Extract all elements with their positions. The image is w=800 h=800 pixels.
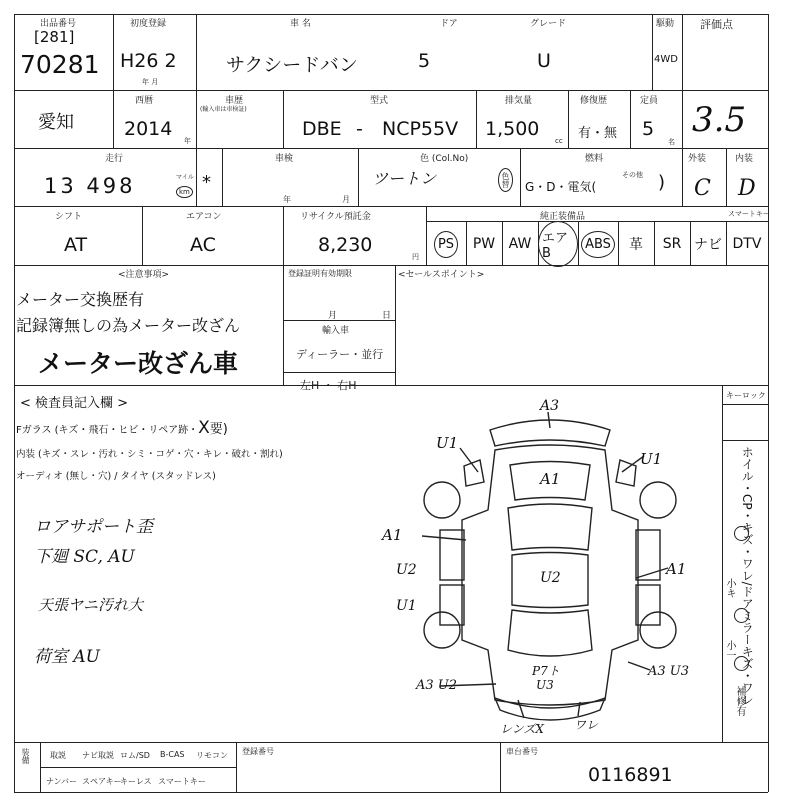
note-big: メーター改ざん車 xyxy=(38,349,239,378)
wheel-rr xyxy=(640,612,676,648)
door-right-front xyxy=(636,530,660,580)
bottom-item: B-CAS xyxy=(160,750,185,759)
capacity-unit: 名 xyxy=(668,138,675,146)
divider xyxy=(652,14,653,90)
year-unit: 年 xyxy=(184,137,191,145)
fuel-close: ) xyxy=(658,172,666,193)
region-value: 愛知 xyxy=(38,112,74,133)
type-prefix: DBE xyxy=(302,118,342,140)
type-model: NCP55V xyxy=(382,118,459,140)
bottom-item: リモコン xyxy=(196,751,228,760)
side-small1: 小キ xyxy=(724,578,735,598)
divider xyxy=(722,404,768,405)
wheel-fl xyxy=(424,482,460,518)
first-reg-label: 初度登録 xyxy=(130,19,167,29)
rear-glass-shape xyxy=(508,610,592,656)
equipment-label: SR xyxy=(662,236,682,252)
divider xyxy=(283,372,395,373)
exterior-label: 外装 xyxy=(688,154,707,164)
frame-top xyxy=(14,14,768,15)
bottom-left-label: 装備 xyxy=(21,748,30,764)
divider xyxy=(40,767,236,768)
mark-a1-left: A1 xyxy=(382,526,403,544)
side-vertical-text: ホイル・CP・キズ・ワレ/ドアミラーキズ・ワレ xyxy=(740,446,755,706)
row1-bottom xyxy=(14,90,768,91)
mark-u3: U3 xyxy=(536,678,554,692)
displacement-unit: cc xyxy=(555,137,563,145)
divider xyxy=(283,320,395,321)
equipment-item xyxy=(538,227,578,261)
equipment-item xyxy=(726,227,768,261)
divider xyxy=(722,385,723,742)
equipment-label: ABS xyxy=(581,231,615,258)
mileage-unit: マイル xyxy=(176,174,194,181)
mark-a1-right: A1 xyxy=(666,560,687,578)
divider xyxy=(196,148,197,206)
inspection-year: 年 xyxy=(283,195,291,204)
bottom-item: ナンバー xyxy=(46,777,78,786)
divider xyxy=(283,265,284,385)
bottom-item: スペアキー xyxy=(82,777,122,786)
capacity-value: 5 xyxy=(642,118,655,140)
divider xyxy=(682,14,683,90)
chassis-label: 車台番号 xyxy=(506,747,538,756)
drive-value: 4WD xyxy=(654,54,678,65)
interior-label: 内装 xyxy=(735,154,754,164)
type-sep: - xyxy=(356,118,363,140)
bottom-top xyxy=(14,742,768,743)
divider xyxy=(538,221,539,265)
bottom-item: ロム/SD xyxy=(120,751,150,760)
car-name-value: サクシードバン xyxy=(226,54,358,76)
divider xyxy=(568,90,569,148)
door-right-rear xyxy=(636,585,660,625)
divider xyxy=(196,14,197,90)
equipment-label: AW xyxy=(508,236,532,252)
glass-line-text: Fガラス (キズ・飛石・ヒビ・リペア跡・ xyxy=(16,425,199,436)
mark-a1-hood: A1 xyxy=(540,470,561,488)
hw-note-4: 荷室 AU xyxy=(34,647,101,667)
divider xyxy=(466,221,467,265)
divider xyxy=(726,148,727,206)
bracket-number: [281] xyxy=(34,28,75,46)
hw-note-2: 下廻 SC, AU xyxy=(34,547,135,567)
score-label: 評価点 xyxy=(700,18,733,31)
mirror-left xyxy=(464,460,484,486)
inspector-title: < 検査員記入欄 > xyxy=(20,396,129,411)
keyless-label: スマートキー xyxy=(728,210,770,218)
shift-value: AT xyxy=(64,234,88,256)
mark-crack: ワレ xyxy=(574,718,599,732)
side-circle-1 xyxy=(734,526,749,541)
mileage-unit-km: km xyxy=(176,186,193,198)
side-repair: 補修有 xyxy=(734,686,745,716)
recycle-unit: 円 xyxy=(412,253,419,261)
repair-label: 修復歴 xyxy=(580,96,608,106)
hw-note-1: ロアサポート歪 xyxy=(34,517,153,537)
mark-a3u2: A3 U2 xyxy=(416,678,458,693)
mark-u1-right: U1 xyxy=(640,450,663,468)
displacement-value: 1,500 xyxy=(485,118,540,140)
divider xyxy=(426,221,768,222)
glass-line xyxy=(16,418,228,438)
wheel-fr xyxy=(640,482,676,518)
type-label: 型式 xyxy=(370,96,389,106)
notes-bottom xyxy=(14,385,768,386)
wheel-rl xyxy=(424,612,460,648)
equipment-item xyxy=(690,227,726,261)
equipment-label: PS xyxy=(434,231,458,258)
bottom-item: キーレス xyxy=(120,777,152,786)
divider xyxy=(682,90,683,148)
reg-number-label: 登録番号 xyxy=(242,747,274,756)
color-label: 色 (Col.No) xyxy=(420,154,469,164)
divider xyxy=(630,90,631,148)
history-label: 車歴 xyxy=(225,96,244,106)
divider xyxy=(500,742,501,792)
mark-a3u3: A3 U3 xyxy=(648,664,690,679)
note-line1: メーター交換歴有 xyxy=(16,290,145,309)
equipment-item xyxy=(466,227,502,261)
frame-right xyxy=(768,14,769,792)
equipment-label: ナビ xyxy=(694,237,722,253)
import-label: 輸入車 xyxy=(322,326,350,336)
divider xyxy=(142,206,143,265)
side-small2: 小一 xyxy=(724,640,735,660)
divider xyxy=(236,742,237,792)
equipment-item xyxy=(426,227,466,261)
chassis-number: 0116891 xyxy=(588,764,673,786)
fuel-other-label: その他 xyxy=(622,171,643,179)
handle-value: 左H ・ 右H xyxy=(300,379,357,392)
drive-label: 駆動 xyxy=(656,19,675,29)
exterior-value: C xyxy=(694,176,711,201)
divider xyxy=(520,148,521,206)
door-left-rear xyxy=(440,585,464,625)
caution-label: <注意事項> xyxy=(118,270,170,280)
color-value: ツートン xyxy=(372,169,437,188)
doors-value: 5 xyxy=(418,50,431,72)
grade-value: U xyxy=(537,50,551,72)
capacity-label: 定員 xyxy=(640,96,659,106)
keylock-label: キーロック xyxy=(726,391,766,400)
mark-p7: P7ト xyxy=(532,664,560,678)
divider xyxy=(476,90,477,148)
sales-point-label: <セールスポイント> xyxy=(398,270,485,280)
model-year-value: 2014 xyxy=(124,118,173,140)
divider xyxy=(222,148,223,206)
frame-left xyxy=(14,14,15,792)
side-circle-3 xyxy=(734,656,749,671)
import-value: ディーラー・並行 xyxy=(296,348,384,361)
divider xyxy=(682,148,683,206)
reg-month: 月 xyxy=(328,311,338,321)
mileage-star: * xyxy=(202,172,211,193)
windshield-shape xyxy=(508,504,592,550)
equipment-label: エアB xyxy=(538,221,578,267)
divider xyxy=(283,206,284,265)
divider xyxy=(196,90,197,148)
equipment-label: PW xyxy=(472,236,496,252)
mark-u2-roof: U2 xyxy=(540,570,561,586)
inspection-month: 月 xyxy=(342,195,350,204)
divider xyxy=(690,221,691,265)
divider xyxy=(578,221,579,265)
history-sub: (輸入車は車検証) xyxy=(200,106,247,113)
divider xyxy=(722,440,768,441)
door-label: ドア xyxy=(440,19,458,29)
reg-plan-label: 登録証明有効期限 xyxy=(288,269,352,278)
equipment-item xyxy=(618,227,654,261)
row3-bottom xyxy=(14,206,768,207)
lot-label: 出品番号 xyxy=(40,19,77,29)
divider xyxy=(726,221,727,265)
interior-value: D xyxy=(738,176,756,201)
equipment-item xyxy=(654,227,690,261)
bottom-item: スマートキー xyxy=(158,777,206,786)
frame-bottom xyxy=(14,792,768,793)
recycle-label: リサイクル預託金 xyxy=(300,212,371,222)
displacement-label: 排気量 xyxy=(505,96,533,106)
mileage-label: 走行 xyxy=(105,154,124,164)
year-month-label: 年 月 xyxy=(142,78,159,86)
bottom-item: ナビ取説 xyxy=(82,751,114,760)
glass-suffix: 要) xyxy=(209,422,228,437)
mark-u1-left: U1 xyxy=(436,434,459,452)
mark-u1-lower: U1 xyxy=(396,598,417,614)
mileage-value: 13 498 xyxy=(44,174,136,198)
ac-value: AC xyxy=(190,234,216,256)
ac-label: エアコン xyxy=(186,212,222,222)
equipment-item xyxy=(578,227,618,261)
divider xyxy=(283,90,284,148)
inspection-label: 車検 xyxy=(275,154,294,164)
side-circle-2 xyxy=(734,608,749,623)
repair-value: 有・無 xyxy=(578,126,618,141)
equipment-item xyxy=(502,227,538,261)
color-change-label: 色替 xyxy=(498,168,513,192)
divider xyxy=(654,221,655,265)
grade-label: グレード xyxy=(530,19,567,29)
mark-u2-left: U2 xyxy=(396,562,417,578)
audio-line: オーディオ (無し・穴) / タイヤ (スタッドレス) xyxy=(16,471,216,482)
glass-mark: X xyxy=(198,418,210,438)
hw-note-3: 天張ヤニ汚れ大 xyxy=(38,596,144,614)
fuel-value: G・D・電気( xyxy=(525,180,597,194)
car-name-label: 車 名 xyxy=(290,19,311,29)
mark-a3-top: A3 xyxy=(540,398,560,414)
reg-day: 日 xyxy=(382,311,392,321)
bottom-item: 取説 xyxy=(50,751,66,760)
divider xyxy=(113,14,114,90)
equipment-label: 純正装備品 xyxy=(540,212,586,222)
divider xyxy=(358,148,359,206)
row2-bottom xyxy=(14,148,768,149)
divider xyxy=(395,265,396,385)
score-value: 3.5 xyxy=(692,100,747,140)
divider xyxy=(618,221,619,265)
row4-bottom xyxy=(14,265,768,266)
first-reg-value: H26 2 xyxy=(120,50,177,72)
shift-label: シフト xyxy=(55,212,83,222)
note-line2: 記録簿無しの為メーター改ざん xyxy=(16,316,241,335)
interior-line: 内装 (キズ・スレ・汚れ・シミ・コゲ・穴・キレ・破れ・割れ) xyxy=(16,449,283,460)
fuel-label: 燃料 xyxy=(585,154,604,164)
divider xyxy=(502,221,503,265)
equipment-label: DTV xyxy=(732,236,762,252)
divider xyxy=(113,90,114,148)
model-year-label: 西暦 xyxy=(135,96,154,106)
mark-lens: レンズX xyxy=(500,722,544,736)
lot-number: 70281 xyxy=(20,50,100,79)
equipment-label: 革 xyxy=(629,237,643,253)
recycle-value: 8,230 xyxy=(318,234,373,256)
